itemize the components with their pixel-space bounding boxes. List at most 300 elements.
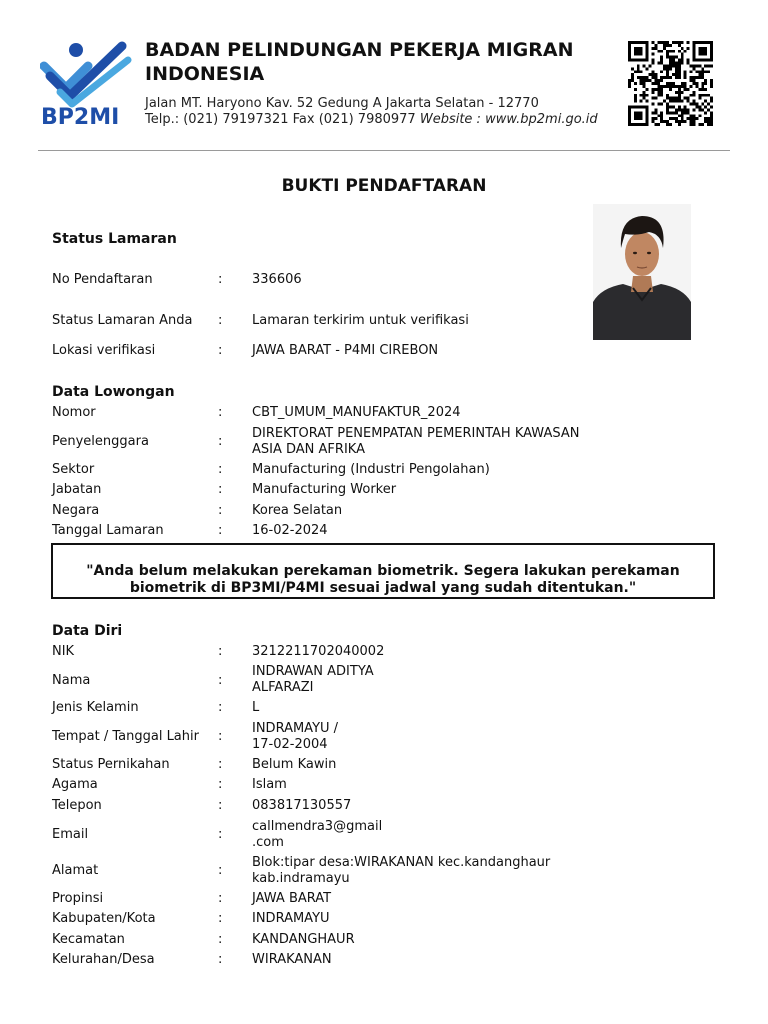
field-value: Manufacturing (Industri Pengolahan): [252, 462, 490, 477]
qr-module: [660, 120, 663, 123]
field-separator: :: [218, 757, 223, 772]
qr-module: [649, 73, 652, 76]
field-separator: :: [218, 827, 223, 842]
field-separator: :: [218, 891, 223, 906]
qr-module: [690, 76, 693, 79]
field-label: Tanggal Lamaran: [52, 523, 164, 538]
qr-module: [675, 56, 678, 59]
qr-module: [646, 79, 649, 82]
qr-module: [651, 47, 654, 50]
qr-module: [637, 76, 640, 79]
qr-module: [684, 70, 687, 73]
section-heading-status-lamaran: Status Lamaran: [52, 231, 177, 247]
qr-module: [684, 120, 687, 123]
field-label: Lokasi verifikasi: [52, 343, 156, 358]
qr-module: [666, 70, 669, 73]
qr-module: [681, 41, 684, 44]
field-value-line: Blok:tipar desa:WIRAKANAN kec.kandanghaur: [252, 855, 551, 870]
qr-module: [687, 111, 690, 114]
qr-module: [687, 62, 690, 65]
field-separator: :: [218, 343, 223, 358]
field-value: L: [252, 700, 260, 715]
qr-module: [660, 70, 663, 73]
qr-module: [657, 50, 660, 53]
qr-module: [669, 85, 672, 88]
contact-text: Telp.: (021) 79197321 Fax (021) 7980977: [145, 112, 416, 127]
qr-module: [663, 100, 666, 103]
qr-module: [678, 120, 681, 123]
qr-module: [657, 41, 660, 44]
qr-module: [672, 117, 675, 120]
qr-module: [687, 88, 690, 91]
qr-module: [634, 94, 637, 97]
qr-module: [669, 56, 672, 59]
qr-module: [678, 67, 681, 70]
qr-module: [704, 88, 707, 91]
qr-module: [669, 111, 672, 114]
qr-module: [675, 70, 678, 73]
qr-module: [651, 117, 654, 120]
qr-module: [660, 94, 663, 97]
qr-module: [654, 73, 657, 76]
qr-module: [654, 111, 657, 114]
field-label: Status Pernikahan: [52, 757, 170, 772]
field-label: Penyelenggara: [52, 434, 149, 449]
qr-module: [704, 100, 707, 103]
qr-module: [675, 85, 678, 88]
qr-module: [701, 82, 704, 85]
field-label: Status Lamaran Anda: [52, 313, 193, 328]
qr-module: [646, 100, 649, 103]
qr-module: [684, 97, 687, 100]
qr-module: [651, 111, 654, 114]
qr-module: [707, 123, 710, 126]
field-separator: :: [218, 673, 223, 688]
qr-module: [701, 67, 704, 70]
qr-module: [672, 56, 675, 59]
field-value-line: 17-02-2004: [252, 737, 328, 752]
field-value: 3212211702040002: [252, 644, 385, 659]
qr-module: [681, 47, 684, 50]
qr-module: [698, 94, 701, 97]
field-value: KANDANGHAUR: [252, 932, 355, 947]
qr-module: [701, 85, 704, 88]
qr-module: [660, 103, 663, 106]
qr-module: [660, 76, 663, 79]
qr-module: [649, 64, 652, 67]
qr-module: [669, 97, 672, 100]
qr-module: [678, 114, 681, 117]
field-value: [252, 721, 338, 753]
qr-module: [710, 85, 713, 88]
field-label: Jabatan: [52, 482, 102, 497]
qr-module: [681, 114, 684, 117]
biometric-notice-text: [53, 563, 713, 597]
qr-module: [695, 70, 698, 73]
qr-module: [634, 47, 643, 56]
qr-module: [643, 64, 646, 67]
field-value: [252, 855, 550, 887]
qr-module: [687, 47, 690, 50]
qr-module: [657, 91, 660, 94]
qr-module: [678, 64, 681, 67]
field-value-line: DIREKTORAT PENEMPATAN PEMERINTAH KAWASAN: [252, 426, 580, 441]
qr-module: [669, 76, 672, 79]
qr-module: [710, 114, 713, 117]
qr-module: [651, 53, 654, 56]
qr-module: [640, 76, 643, 79]
qr-module: [701, 88, 704, 91]
qr-module: [651, 41, 654, 44]
qr-module: [657, 85, 660, 88]
qr-module: [692, 117, 695, 120]
qr-module: [684, 82, 687, 85]
qr-module: [698, 123, 701, 126]
field-value: JAWA BARAT: [252, 891, 332, 906]
qr-module: [704, 111, 707, 114]
field-label: Kabupaten/Kota: [52, 911, 156, 926]
field-value-line: ALFARAZI: [252, 680, 314, 695]
field-separator: :: [218, 405, 223, 420]
qr-module: [704, 64, 707, 67]
qr-module: [654, 123, 657, 126]
qr-module: [640, 82, 643, 85]
qr-module: [704, 105, 707, 108]
field-separator: :: [218, 272, 223, 287]
field-label: Email: [52, 827, 89, 842]
qr-module: [695, 64, 698, 67]
qr-module: [669, 64, 672, 67]
qr-module: [684, 50, 687, 53]
qr-module: [692, 108, 695, 111]
qr-module: [690, 64, 693, 67]
qr-module: [707, 120, 710, 123]
qr-module: [660, 41, 663, 44]
qr-module: [640, 79, 643, 82]
qr-module: [675, 64, 678, 67]
qr-module: [678, 108, 681, 111]
qr-module: [660, 111, 663, 114]
qr-module: [646, 67, 649, 70]
field-value: JAWA BARAT - P4MI CIREBON: [252, 343, 439, 358]
qr-module: [710, 97, 713, 100]
qr-module: [640, 94, 643, 97]
field-value-line: INDRAWAN ADITYA: [252, 664, 374, 679]
qr-module: [710, 111, 713, 114]
qr-module: [698, 88, 701, 91]
qr-module: [678, 70, 681, 73]
field-label: Kelurahan/Desa: [52, 952, 155, 967]
qr-module: [657, 114, 660, 117]
qr-module: [643, 82, 646, 85]
qr-module: [669, 50, 672, 53]
field-label: Kecamatan: [52, 932, 125, 947]
qr-module: [666, 53, 669, 56]
qr-module: [678, 100, 681, 103]
qr-module: [631, 73, 634, 76]
qr-module: [690, 85, 693, 88]
qr-module: [704, 117, 707, 120]
qr-module: [654, 117, 657, 120]
qr-module: [657, 94, 660, 97]
qr-module: [628, 79, 631, 82]
qr-module: [690, 114, 693, 117]
qr-module: [651, 62, 654, 65]
qr-module: [654, 76, 657, 79]
header-divider: [38, 150, 730, 151]
qr-module: [695, 82, 698, 85]
field-separator: :: [218, 952, 223, 967]
qr-module: [698, 97, 701, 100]
qr-module: [692, 82, 695, 85]
field-separator: :: [218, 932, 223, 947]
field-value: Lamaran terkirim untuk verifikasi: [252, 313, 469, 328]
qr-module: [701, 94, 704, 97]
qr-module: [678, 91, 681, 94]
qr-module: [710, 100, 713, 103]
qr-module: [634, 100, 637, 103]
qr-module: [651, 103, 654, 106]
qr-module: [698, 114, 701, 117]
field-value: 16-02-2024: [252, 523, 328, 538]
qr-module: [695, 103, 698, 106]
qr-module: [666, 123, 669, 126]
qr-module: [669, 44, 672, 47]
qr-module: [675, 100, 678, 103]
qr-module: [698, 76, 701, 79]
qr-module: [672, 97, 675, 100]
field-label: Nomor: [52, 405, 96, 420]
qr-module: [692, 120, 695, 123]
qr-module: [690, 123, 693, 126]
qr-module: [672, 62, 675, 65]
field-value: [252, 819, 382, 851]
qr-module: [701, 103, 704, 106]
qr-module: [681, 56, 684, 59]
field-separator: :: [218, 798, 223, 813]
qr-module: [675, 120, 678, 123]
qr-module: [672, 105, 675, 108]
qr-module: [657, 82, 660, 85]
qr-module: [666, 120, 669, 123]
qr-module: [698, 105, 701, 108]
qr-module: [660, 79, 663, 82]
field-value: Islam: [252, 777, 287, 792]
qr-module: [643, 79, 646, 82]
qr-module: [675, 117, 678, 120]
qr-module: [684, 73, 687, 76]
qr-module: [634, 82, 637, 85]
qr-module: [710, 79, 713, 82]
document-title: BUKTI PENDAFTARAN: [281, 176, 487, 196]
qr-module: [669, 59, 672, 62]
qr-module: [666, 82, 669, 85]
qr-module: [681, 100, 684, 103]
qr-module: [663, 44, 666, 47]
field-separator: :: [218, 462, 223, 477]
field-value-line: kab.indramayu: [252, 871, 350, 886]
qr-module: [681, 111, 684, 114]
qr-module: [637, 64, 640, 67]
logo-wordmark: BP2MI: [41, 105, 120, 130]
qr-module: [701, 70, 704, 73]
qr-module: [657, 79, 660, 82]
qr-module: [681, 62, 684, 65]
qr-module: [695, 76, 698, 79]
qr-module: [710, 123, 713, 126]
biometric-notice-box: [51, 543, 715, 599]
field-separator: :: [218, 313, 223, 328]
qr-module: [678, 105, 681, 108]
qr-module: [651, 82, 654, 85]
qr-module: [672, 59, 675, 62]
qr-module: [643, 91, 646, 94]
qr-module: [663, 67, 666, 70]
qr-module: [695, 85, 698, 88]
qr-module: [678, 59, 681, 62]
qr-module: [654, 79, 657, 82]
qr-module: [687, 117, 690, 120]
section-heading-data-diri: Data Diri: [52, 623, 123, 639]
field-value: 083817130557: [252, 798, 352, 813]
field-label: Alamat: [52, 863, 99, 878]
qr-module: [684, 111, 687, 114]
qr-module: [660, 50, 663, 53]
bp2mi-logo: [40, 40, 135, 130]
qr-module: [681, 117, 684, 120]
qr-module: [698, 73, 701, 76]
qr-module: [675, 62, 678, 65]
applicant-photo: [593, 204, 691, 340]
qr-module: [681, 108, 684, 111]
qr-module: [657, 88, 660, 91]
qr-module: [640, 100, 643, 103]
qr-module: [687, 59, 690, 62]
qr-module: [666, 44, 669, 47]
qr-module: [637, 70, 640, 73]
qr-module: [690, 94, 693, 97]
qr-module: [657, 62, 660, 65]
qr-module: [654, 108, 657, 111]
field-value: INDRAMAYU: [252, 911, 330, 926]
qr-module: [660, 59, 663, 62]
qr-module: [669, 105, 672, 108]
qr-module: [651, 73, 654, 76]
qr-module: [678, 88, 681, 91]
qr-module: [678, 76, 681, 79]
qr-module: [631, 67, 634, 70]
qr-module: [643, 76, 646, 79]
qr-module: [675, 41, 678, 44]
qr-module: [684, 105, 687, 108]
field-label: Propinsi: [52, 891, 104, 906]
field-separator: :: [218, 729, 223, 744]
qr-module: [663, 64, 666, 67]
qr-module: [675, 67, 678, 70]
qr-module: [654, 47, 657, 50]
field-value-line: ASIA DAN AFRIKA: [252, 442, 365, 457]
qr-module: [672, 100, 675, 103]
qr-module: [663, 85, 666, 88]
field-separator: :: [218, 911, 223, 926]
qr-module: [707, 103, 710, 106]
qr-module: [634, 97, 637, 100]
qr-module: [646, 88, 649, 91]
organization-name: BADAN PELINDUNGAN PEKERJA MIGRAN INDONESIA: [145, 39, 574, 85]
qr-code: [626, 41, 715, 126]
qr-module: [669, 117, 672, 120]
qr-module: [675, 76, 678, 79]
qr-module: [663, 76, 666, 79]
qr-module: [710, 82, 713, 85]
qr-module: [643, 97, 646, 100]
qr-module: [695, 105, 698, 108]
website-text: Website : www.bp2mi.go.id: [419, 112, 598, 127]
qr-module: [666, 111, 669, 114]
qr-module: [643, 94, 646, 97]
qr-module: [634, 70, 637, 73]
qr-module: [660, 88, 663, 91]
qr-module: [707, 117, 710, 120]
qr-module: [651, 88, 654, 91]
qr-module: [678, 41, 681, 44]
qr-module: [678, 85, 681, 88]
qr-module: [669, 62, 672, 65]
qr-module: [692, 114, 695, 117]
qr-module: [678, 62, 681, 65]
qr-module: [649, 79, 652, 82]
qr-module: [654, 44, 657, 47]
qr-module: [710, 120, 713, 123]
qr-module: [669, 123, 672, 126]
field-value: Korea Selatan: [252, 503, 343, 518]
qr-module: [666, 108, 669, 111]
qr-module: [692, 91, 695, 94]
qr-module: [654, 82, 657, 85]
qr-module: [646, 76, 649, 79]
field-label: No Pendaftaran: [52, 272, 153, 287]
field-label: Tempat / Tanggal Lahir: [52, 729, 199, 744]
field-separator: :: [218, 863, 223, 878]
qr-module: [672, 64, 675, 67]
qr-module: [660, 114, 663, 117]
qr-module: [687, 41, 690, 44]
qr-module: [690, 70, 693, 73]
qr-module: [663, 41, 666, 44]
qr-module: [666, 105, 669, 108]
field-value: 336606: [252, 272, 302, 287]
qr-module: [654, 97, 657, 100]
qr-module: [666, 97, 669, 100]
field-value-line: INDRAMAYU /: [252, 721, 339, 736]
qr-module: [654, 88, 657, 91]
field-value-line: callmendra3@gmail: [252, 819, 383, 834]
qr-module: [646, 94, 649, 97]
qr-module: [634, 88, 637, 91]
qr-module: [687, 97, 690, 100]
qr-module: [666, 76, 669, 79]
qr-module: [669, 82, 672, 85]
qr-module: [704, 82, 707, 85]
qr-module: [669, 88, 672, 91]
qr-module: [666, 73, 669, 76]
qr-module: [660, 91, 663, 94]
qr-module: [675, 111, 678, 114]
qr-module: [672, 73, 675, 76]
qr-module: [692, 64, 695, 67]
qr-module: [690, 79, 693, 82]
qr-module: [631, 76, 634, 79]
